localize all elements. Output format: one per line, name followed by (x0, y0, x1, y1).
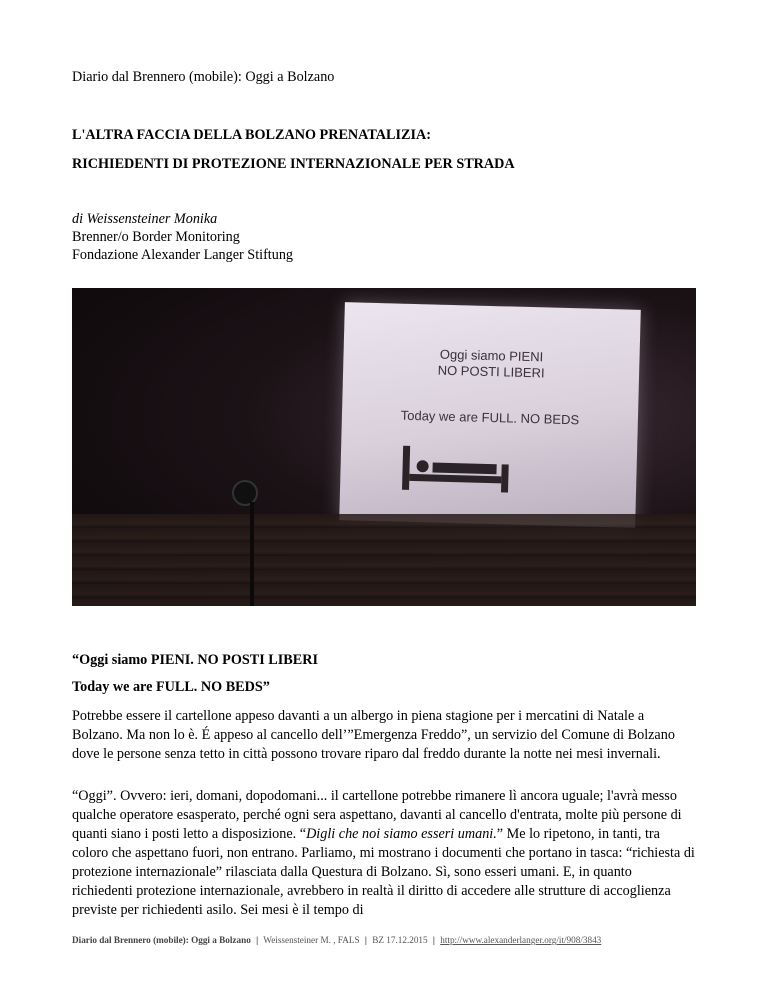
paragraph-2-italic-quote: Digli che noi siamo esseri umani. (306, 826, 497, 842)
title-line-1: L'ALTRA FACCIA DELLA BOLZANO PRENATALIZIA: (72, 127, 431, 143)
sign-line-2: NO POSTI LIBERI (437, 362, 545, 381)
paragraph-2-part-b: ” Me lo ripetono, in tanti, tra coloro che aspettano fuori, non entrano. Parliamo, mi mostrano i documenti che portano in tasca: “richiesta di protezione internazionale” rilasciata dalla Questura di Bolzano. Sì, sono esseri umani. E, in quanto richiedenti protezione internazionale, avrebbero in realtà il diritto di accedere alle strutture di accoglienza previste per richiedenti asilo. Sei mesi è il tempo di (72, 826, 695, 918)
footer-title: Diario dal Brennero (mobile): Oggi a Bolzano (72, 935, 251, 945)
sign-board (339, 302, 641, 528)
affiliation-1: Brenner/o Border Monitoring (72, 229, 240, 245)
paragraph-1: Potrebbe essere il cartellone appeso davanti a un albergo in piena stagione per i mercatini di Natale a Bolzano. Ma non lo è. É appeso al cancello dell’”Emergenza Freddo”, un servizio del Comune di Bolzano dove le persone senza tetto in città possono trovare riparo dal freddo durante la notte nei mesi invernali. (72, 708, 675, 762)
footer-separator: | (364, 935, 367, 945)
bed-icon (400, 444, 511, 495)
photo-floor (72, 514, 696, 606)
paragraph-2 (72, 787, 696, 920)
lamp-post (250, 502, 254, 606)
footer-url-link[interactable]: http://www.alexanderlanger.org/it/908/3843 (440, 935, 602, 945)
footer-separator: | (256, 935, 259, 945)
page-footer (72, 935, 696, 945)
affiliation-2: Fondazione Alexander Langer Stiftung (72, 247, 294, 263)
byline: di Weissensteiner Monika (72, 211, 218, 227)
photo-sign-no-beds (72, 288, 696, 606)
footer-date: BZ 17.12.2015 (372, 935, 428, 945)
title-line-2: RICHIEDENTI DI PROTEZIONE INTERNAZIONALE PER STRADA (72, 156, 515, 172)
paragraph-2-part-a: “Oggi”. Ovvero: ieri, domani, dopodomani... il cartellone potrebbe rimanere lì ancora uguale; l'avrà messo qualche operatore esasperato, perché ogni sera aspettano, davanti al cancello d'entrata, molte più persone di quanti siano i posti letto a disposizione. “ (72, 788, 682, 842)
quote-line-2: Today we are FULL. NO BEDS” (72, 679, 270, 695)
sign-line-3: Today we are FULL. NO BEDS (400, 407, 580, 428)
footer-separator: | (432, 935, 435, 945)
document-header: Diario dal Brennero (mobile): Oggi a Bolzano (72, 69, 335, 85)
footer-author: Weissensteiner M. , FALS (263, 935, 360, 945)
lamp-shape (232, 480, 258, 506)
quote-line-1: “Oggi siamo PIENI. NO POSTI LIBERI (72, 652, 318, 668)
sign-line-1: Oggi siamo PIENI (439, 346, 544, 365)
